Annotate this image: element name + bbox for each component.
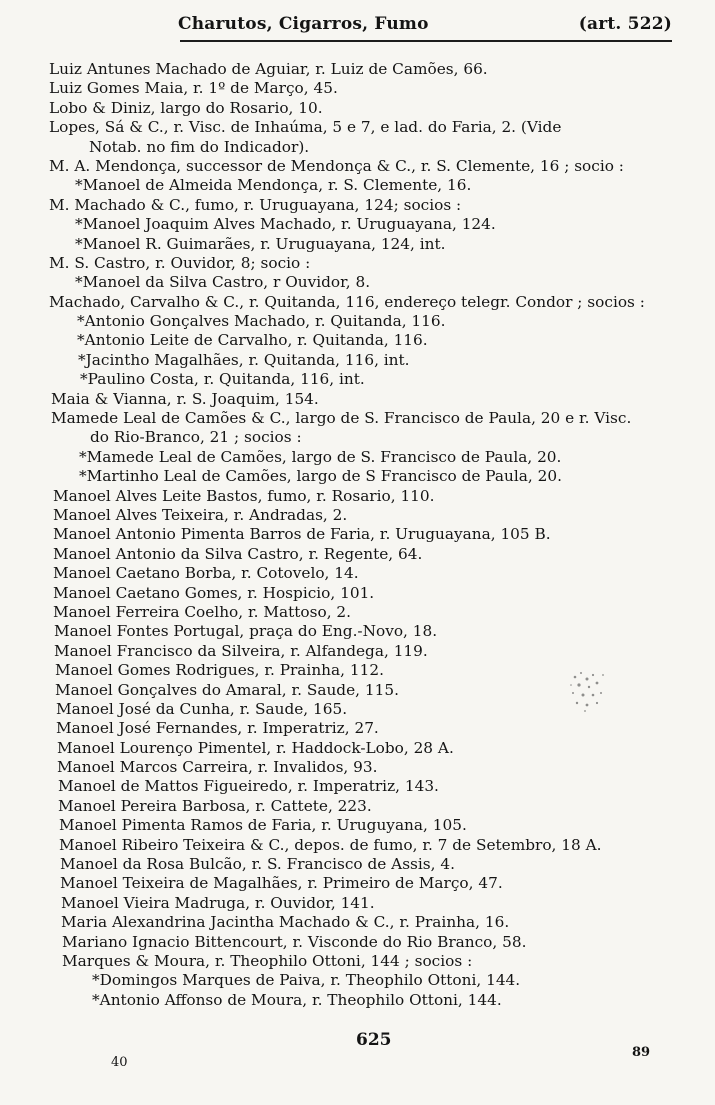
partner-entry: *Antonio Affonso de Moura, r. Theophilo Ottoni, 144. xyxy=(92,990,502,1009)
directory-entry: Manoel Teixeira de Magalhães, r. Primeiro de Março, 47. xyxy=(60,874,503,893)
partner-entry: *Mamede Leal de Camões, largo de S. Francisco de Paula, 20. xyxy=(79,447,562,466)
partner-entry: *Paulino Costa, r. Quitanda, 116, int. xyxy=(80,370,365,389)
directory-entry: Manoel Caetano Borba, r. Cotovelo, 14. xyxy=(53,564,359,583)
directory-entry: Manoel Pereira Barbosa, r. Cattete, 223. xyxy=(58,796,372,815)
directory-entry: Manoel Alves Teixeira, r. Andradas, 2. xyxy=(53,505,348,524)
directory-entry: Mariano Ignacio Bittencourt, r. Visconde do Rio Branco, 58. xyxy=(62,932,527,951)
directory-entry: Manoel Gonçalves do Amaral, r. Saude, 115. xyxy=(55,680,399,699)
directory-entry: M. S. Castro, r. Ouvidor, 8; socio : xyxy=(49,253,311,272)
directory-entry: Luiz Gomes Maia, r. 1º de Março, 45. xyxy=(49,79,338,98)
partner-entry: *Manoel da Silva Castro, r Ouvidor, 8. xyxy=(75,273,371,292)
directory-entry: Maria Alexandrina Jacintha Machado & C., r. Prainha, 16. xyxy=(61,913,510,932)
directory-entry: Manoel de Mattos Figueiredo, r. Imperatriz, 143. xyxy=(58,777,439,796)
header-rule xyxy=(180,40,672,42)
entry-list xyxy=(0,60,715,1010)
directory-entry: Manoel Caetano Gomes, r. Hospicio, 101. xyxy=(53,583,375,602)
directory-entry-continuation: Notab. no fim do Indicador). xyxy=(89,137,310,156)
directory-entry: Manoel Vieira Madruga, r. Ouvidor, 141. xyxy=(61,893,375,912)
footer-right-mark: 89 xyxy=(632,1045,651,1060)
partner-entry: *Antonio Leite de Carvalho, r. Quitanda, 116. xyxy=(77,331,428,350)
directory-entry: Luiz Antunes Machado de Aguiar, r. Luiz de Camões, 66. xyxy=(49,60,488,78)
directory-entry: Manoel Alves Leite Bastos, fumo, r. Rosario, 110. xyxy=(53,486,435,505)
partner-entry: *Manoel de Almeida Mendonça, r. S. Clemente, 16. xyxy=(75,176,472,195)
directory-entry: Manoel Lourenço Pimentel, r. Haddock-Lobo, 28 A. xyxy=(57,738,454,757)
partner-entry: *Domingos Marques de Paiva, r. Theophilo Ottoni, 144. xyxy=(92,971,521,990)
directory-entry-continuation: do Rio-Branco, 21 ; socios : xyxy=(90,428,302,447)
partner-entry: *Manoel R. Guimarães, r. Uruguayana, 124, int. xyxy=(75,234,446,253)
page-header xyxy=(178,14,672,34)
directory-entry: Manoel José Fernandes, r. Imperatriz, 27. xyxy=(56,719,379,738)
partner-entry: *Jacintho Magalhães, r. Quitanda, 116, int. xyxy=(78,350,410,369)
directory-entry: Manoel José da Cunha, r. Saude, 165. xyxy=(56,699,348,718)
directory-entry: Manoel Antonio da Silva Castro, r. Regente, 64. xyxy=(53,544,423,563)
directory-entry: M. A. Mendonça, successor de Mendonça & C., r. S. Clemente, 16 ; socio : xyxy=(49,156,624,175)
directory-entry: M. Machado & C., fumo, r. Uruguayana, 124; socios : xyxy=(49,195,462,214)
directory-entry: Manoel Gomes Rodrigues, r. Prainha, 112. xyxy=(55,661,384,680)
directory-entry: Mamede Leal de Camões & C., largo de S. Francisco de Paula, 20 e r. Visc. xyxy=(51,409,632,428)
directory-entry: Manoel Pimenta Ramos de Faria, r. Uruguyana, 105. xyxy=(59,816,467,835)
directory-entry: Maia & Vianna, r. S. Joaquim, 154. xyxy=(51,389,319,408)
directory-entry: Manoel da Rosa Bulcão, r. S. Francisco de Assis, 4. xyxy=(60,855,455,874)
header-title: Charutos, Cigarros, Fumo xyxy=(178,14,429,34)
directory-entry: Manoel Fontes Portugal, praça do Eng.-Novo, 18. xyxy=(54,622,438,641)
partner-entry: *Manoel Joaquim Alves Machado, r. Uruguayana, 124. xyxy=(75,215,496,234)
directory-entry: Manoel Marcos Carreira, r. Invalidos, 93. xyxy=(57,758,378,777)
header-article: (art. 522) xyxy=(578,14,672,34)
directory-entry: Machado, Carvalho & C., r. Quitanda, 116, endereço telegr. Condor ; socios : xyxy=(49,292,645,311)
partner-entry: *Martinho Leal de Camões, largo de S Francisco de Paula, 20. xyxy=(79,467,562,486)
footer-left-mark: 40 xyxy=(111,1055,128,1070)
directory-entry: Lobo & Diniz, largo do Rosario, 10. xyxy=(49,98,323,117)
partner-entry: *Antonio Gonçalves Machado, r. Quitanda, 116. xyxy=(77,312,446,331)
directory-entry: Manoel Francisco da Silveira, r. Alfandega, 119. xyxy=(54,641,428,660)
directory-entry: Manoel Antonio Pimenta Barros de Faria, r. Uruguayana, 105 B. xyxy=(53,525,551,544)
ink-stain xyxy=(567,667,607,713)
directory-entry: Marques & Moura, r. Theophilo Ottoni, 144 ; socios : xyxy=(62,951,473,970)
page-number: 625 xyxy=(356,1030,392,1050)
directory-entry: Manoel Ferreira Coelho, r. Mattoso, 2. xyxy=(53,602,352,621)
directory-entry: Manoel Ribeiro Teixeira & C., depos. de fumo, r. 7 de Setembro, 18 A. xyxy=(59,835,602,854)
directory-entry: Lopes, Sá & C., r. Visc. de Inhaúma, 5 e 7, e lad. do Faria, 2. (Vide xyxy=(49,118,562,137)
